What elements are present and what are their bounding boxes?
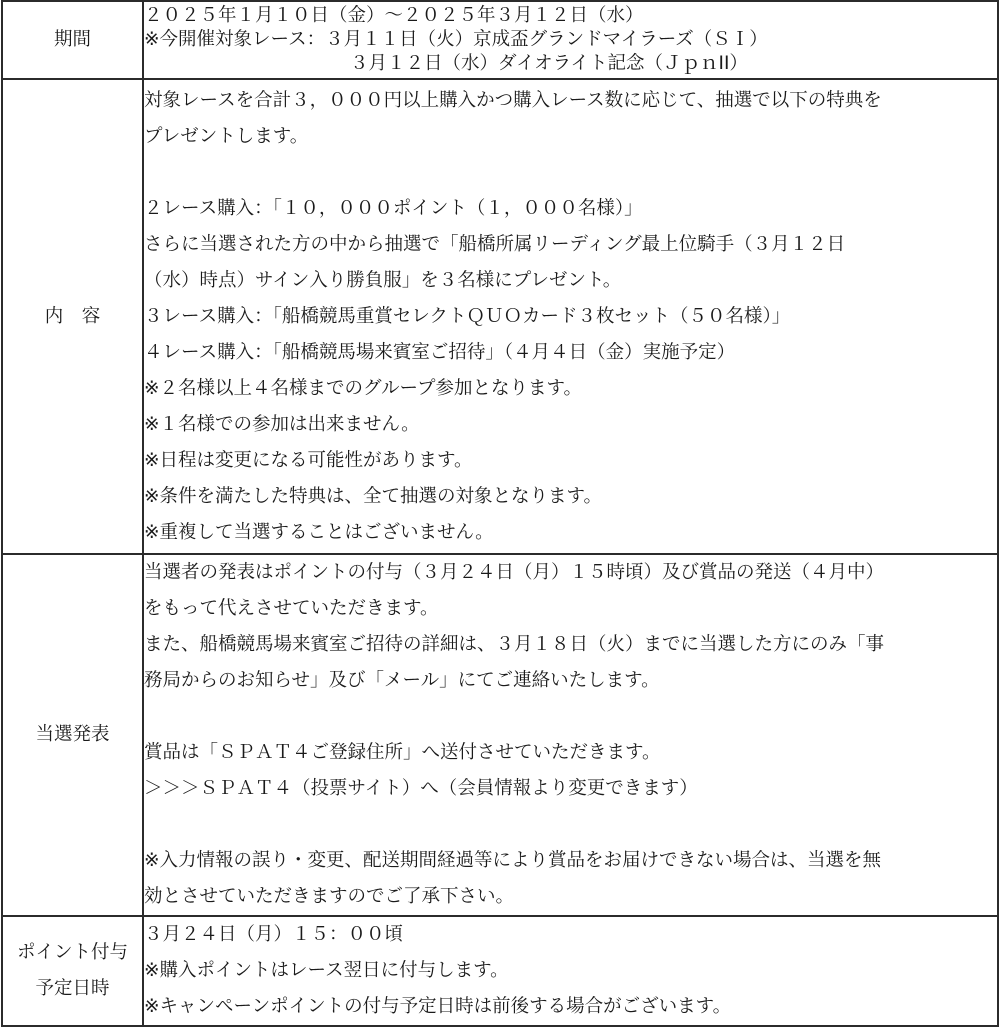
content-line: ２レース購入：「１０，０００ポイント（１，０００名様）」 xyxy=(144,197,643,219)
content-line: プレゼントします。 xyxy=(144,125,309,147)
period-line-race1: ※今開催対象レース：３月１１日（火）京成盃グランドマイラーズ（ＳＩ） xyxy=(144,29,768,50)
winner-note: 効とさせていただきますのでご了承下さい。 xyxy=(144,886,515,907)
content-line: 対象レースを合計３，０００円以上購入かつ購入レース数に応じて、抽選で以下の特典を xyxy=(144,89,882,111)
winner-blank-line xyxy=(144,807,997,843)
content-note: ※条件を満たした特典は、全て抽選の対象となります。 xyxy=(144,485,603,507)
spat4-link-line[interactable]: ＞＞＞ＳＰＡＴ４（投票サイト）へ（会員情報より変更できます） xyxy=(144,778,698,799)
winner-label: 当選発表 xyxy=(2,554,143,916)
point-note: ※キャンペーンポイントの付与予定日時は前後する場合がございます。 xyxy=(144,996,732,1017)
period-line-dates: ２０２５年１月１０日（金）～２０２５年３月１２日（水） xyxy=(144,5,644,26)
content-note: ※２名様以上４名様までのグループ参加となります。 xyxy=(144,377,583,399)
content-body xyxy=(143,79,998,554)
point-datetime: ３月２４日（月）１５：００頃 xyxy=(144,924,404,945)
winner-line: 務局からのお知らせ」及び「メール」にてご連絡いたします。 xyxy=(144,670,660,691)
winner-line: をもって代えさせていただきます。 xyxy=(144,598,439,619)
period-line-race2: ３月１２日（水）ダイオライト記念（ＪｐｎII） xyxy=(350,53,748,74)
point-body xyxy=(143,916,998,1026)
campaign-info-table xyxy=(1,0,999,1027)
content-line: ３レース購入：「船橋競馬重賞セレクトＱＵＯカード３枚セット（５０名様）」 xyxy=(144,305,791,327)
winner-row xyxy=(2,554,998,916)
winner-blank-line xyxy=(144,699,997,735)
period-label: 期間 xyxy=(2,1,143,79)
point-label-line1: ポイント付与 xyxy=(16,942,128,963)
winner-line: 当選者の発表はポイントの付与（３月２４日（月）１５時頃）及び賞品の発送（４月中） xyxy=(144,562,885,583)
content-note: ※１名様での参加は出来ません。 xyxy=(144,413,420,435)
content-label: 内 容 xyxy=(2,79,143,554)
content-blank-line xyxy=(144,155,997,191)
content-line: さらに当選された方の中から抽選で「船橋所属リーディング最上位騎手（３月１２日 xyxy=(144,233,846,255)
content-line: （水）時点）サイン入り勝負服」を３名様にプレゼント。 xyxy=(144,269,622,291)
winner-line: 賞品は「ＳＰＡＴ４ご登録住所」へ送付させていただきます。 xyxy=(144,742,661,763)
point-label-line2: 予定日時 xyxy=(35,978,110,999)
point-note: ※購入ポイントはレース翌日に付与します。 xyxy=(144,960,509,981)
winner-note: ※入力情報の誤り・変更、配送期間経過等により賞品をお届けできない場合は、当選を無 xyxy=(144,850,882,871)
content-note: ※重複して当選することはございません。 xyxy=(144,521,494,543)
point-label xyxy=(2,916,143,1026)
content-line: ４レース購入：「船橋競馬場来賓室ご招待」（４月４日（金）実施予定） xyxy=(144,341,736,363)
point-row xyxy=(2,916,998,1026)
content-note: ※日程は変更になる可能性があります。 xyxy=(144,449,473,471)
winner-line: また、船橋競馬場来賓室ご招待の詳細は、３月１８日（火）までに当選した方にのみ「事 xyxy=(144,634,885,655)
period-row xyxy=(2,1,998,79)
period-content xyxy=(143,1,998,79)
content-row xyxy=(2,79,998,554)
winner-body xyxy=(143,554,998,916)
